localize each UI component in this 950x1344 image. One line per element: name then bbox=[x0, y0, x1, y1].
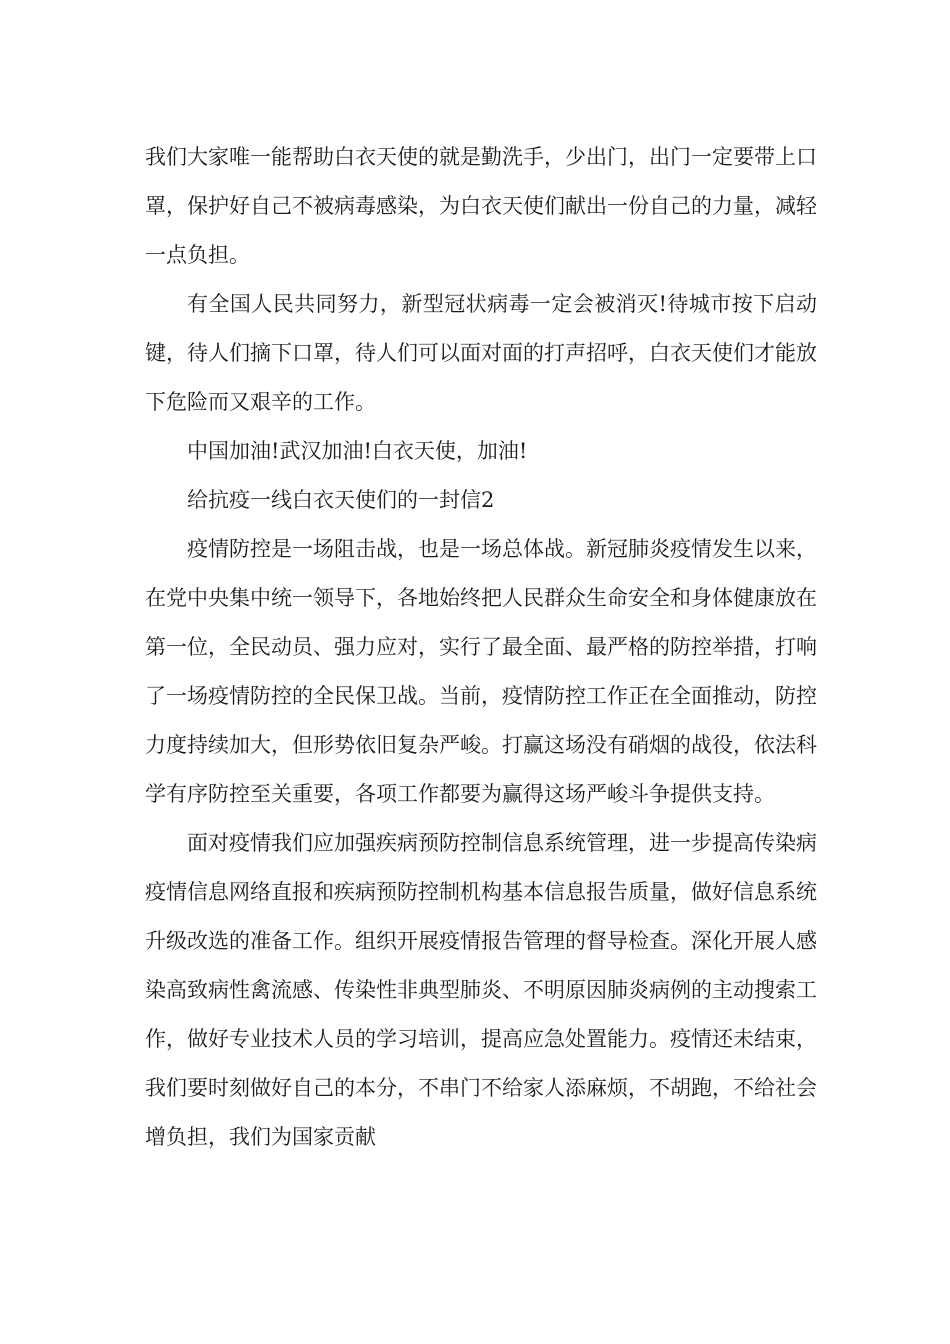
paragraph-4: 疫情防控是一场阻击战，也是一场总体战。新冠肺炎疫情发生以来，在党中央集中统一领导下，各地始终把人民群众生命安全和身体健康放在第一位，全民动员、强力应对，实行了最全面、最严格的防控举措，打响了一场疫情防控的全民保卫战。当前，疫情防控工作正在全面推动，防控力度持续加大，但形势依旧复杂严峻。打赢这场没有硝烟的战役，依法科学有序防控至关重要，各项工作都要为赢得这场严峻斗争提供支持。 bbox=[145, 537, 817, 806]
section-heading: 给抗疫一线白衣天使们的一封信2 bbox=[187, 488, 495, 512]
document-body bbox=[145, 133, 817, 1162]
paragraph-2: 有全国人民共同努力，新型冠状病毒一定会被消灭!待城市按下启动键，待人们摘下口罩，待人们可以面对面的打声招呼，白衣天使们才能放下危险而又艰辛的工作。 bbox=[145, 292, 817, 414]
paragraph-1: 我们大家唯一能帮助白衣天使的就是勤洗手，少出门，出门一定要带上口罩，保护好自己不被病毒感染，为白衣天使们献出一份自己的力量，减轻一点负担。 bbox=[145, 145, 817, 267]
paragraph-5: 面对疫情我们应加强疾病预防控制信息系统管理，进一步提高传染病疫情信息网络直报和疾病预防控制机构基本信息报告质量，做好信息系统升级改选的准备工作。组织开展疫情报告管理的督导检查。深化开展人感染高致病性禽流感、传染性非典型肺炎、不明原因肺炎病例的主动搜索工作，做好专业技术人员的学习培训，提高应急处置能力。疫情还未结束，我们要时刻做好自己的本分，不串门不给家人添麻烦，不胡跑，不给社会增负担，我们为国家贡献 bbox=[145, 831, 817, 1149]
paragraph-3: 中国加油!武汉加油!白衣天使，加油! bbox=[187, 439, 528, 463]
